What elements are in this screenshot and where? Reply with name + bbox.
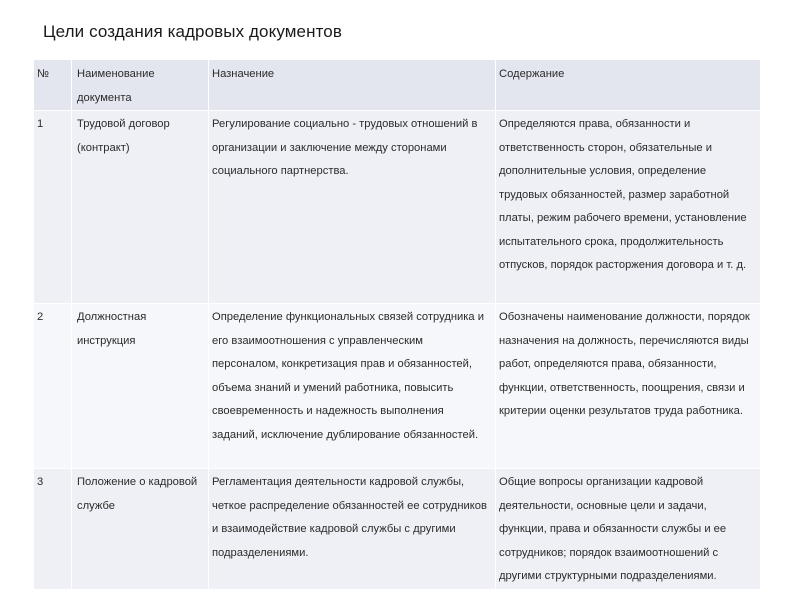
table-row (34, 111, 760, 304)
cell-purpose: Регламентация деятельности кадровой службы, четкое распределение обязанностей ее сотрудников и взаимодействие кадровой службы с другими подразделениями. (209, 469, 496, 590)
cell-num: 1 (34, 111, 72, 304)
documents-table (33, 60, 760, 590)
header-content: Содержание (496, 60, 760, 111)
table-row (34, 469, 760, 590)
cell-purpose: Регулирование социально - трудовых отношений в организации и заключение между сторонами социального партнерства. (209, 111, 496, 304)
cell-content: Обозначены наименование должности, порядок назначения на должность, перечисляются виды работ, определяются права, обязанности, функции, ответственность, поощрения, связи и критерии оценки результатов труда работника. (496, 304, 760, 469)
table-row (34, 304, 760, 469)
header-num: № (34, 60, 72, 111)
cell-name: Положение о кадровой службе (72, 469, 209, 590)
documents-table-container (33, 60, 759, 590)
cell-content: Определяются права, обязанности и ответственность сторон, обязательные и дополнительные условия, определение трудовых обязанностей, размер заработной платы, режим рабочего времени, установление испытательного срока, продолжительность отпусков, порядок расторжения договора и т. д. (496, 111, 760, 304)
header-purpose: Назначение (209, 60, 496, 111)
cell-num: 2 (34, 304, 72, 469)
page-title: Цели создания кадровых документов (43, 22, 342, 41)
cell-content: Общие вопросы организации кадровой деятельности, основные цели и задачи, функции, права и обязанности службы и ее сотрудников; порядок взаимоотношений с другими структурными подразделениями. (496, 469, 760, 590)
table-header-row (34, 60, 760, 111)
cell-num: 3 (34, 469, 72, 590)
cell-purpose: Определение функциональных связей сотрудника и его взаимоотношения с управленческим персоналом, конкретизация прав и обязанностей, объема знаний и умений работника, повысить своевременность и надежность выполнения заданий, исключение дублирование обязанностей. (209, 304, 496, 469)
cell-name: Трудовой договор (контракт) (72, 111, 209, 304)
header-name: Наименование документа (72, 60, 209, 111)
cell-name: Должностная инструкция (72, 304, 209, 469)
